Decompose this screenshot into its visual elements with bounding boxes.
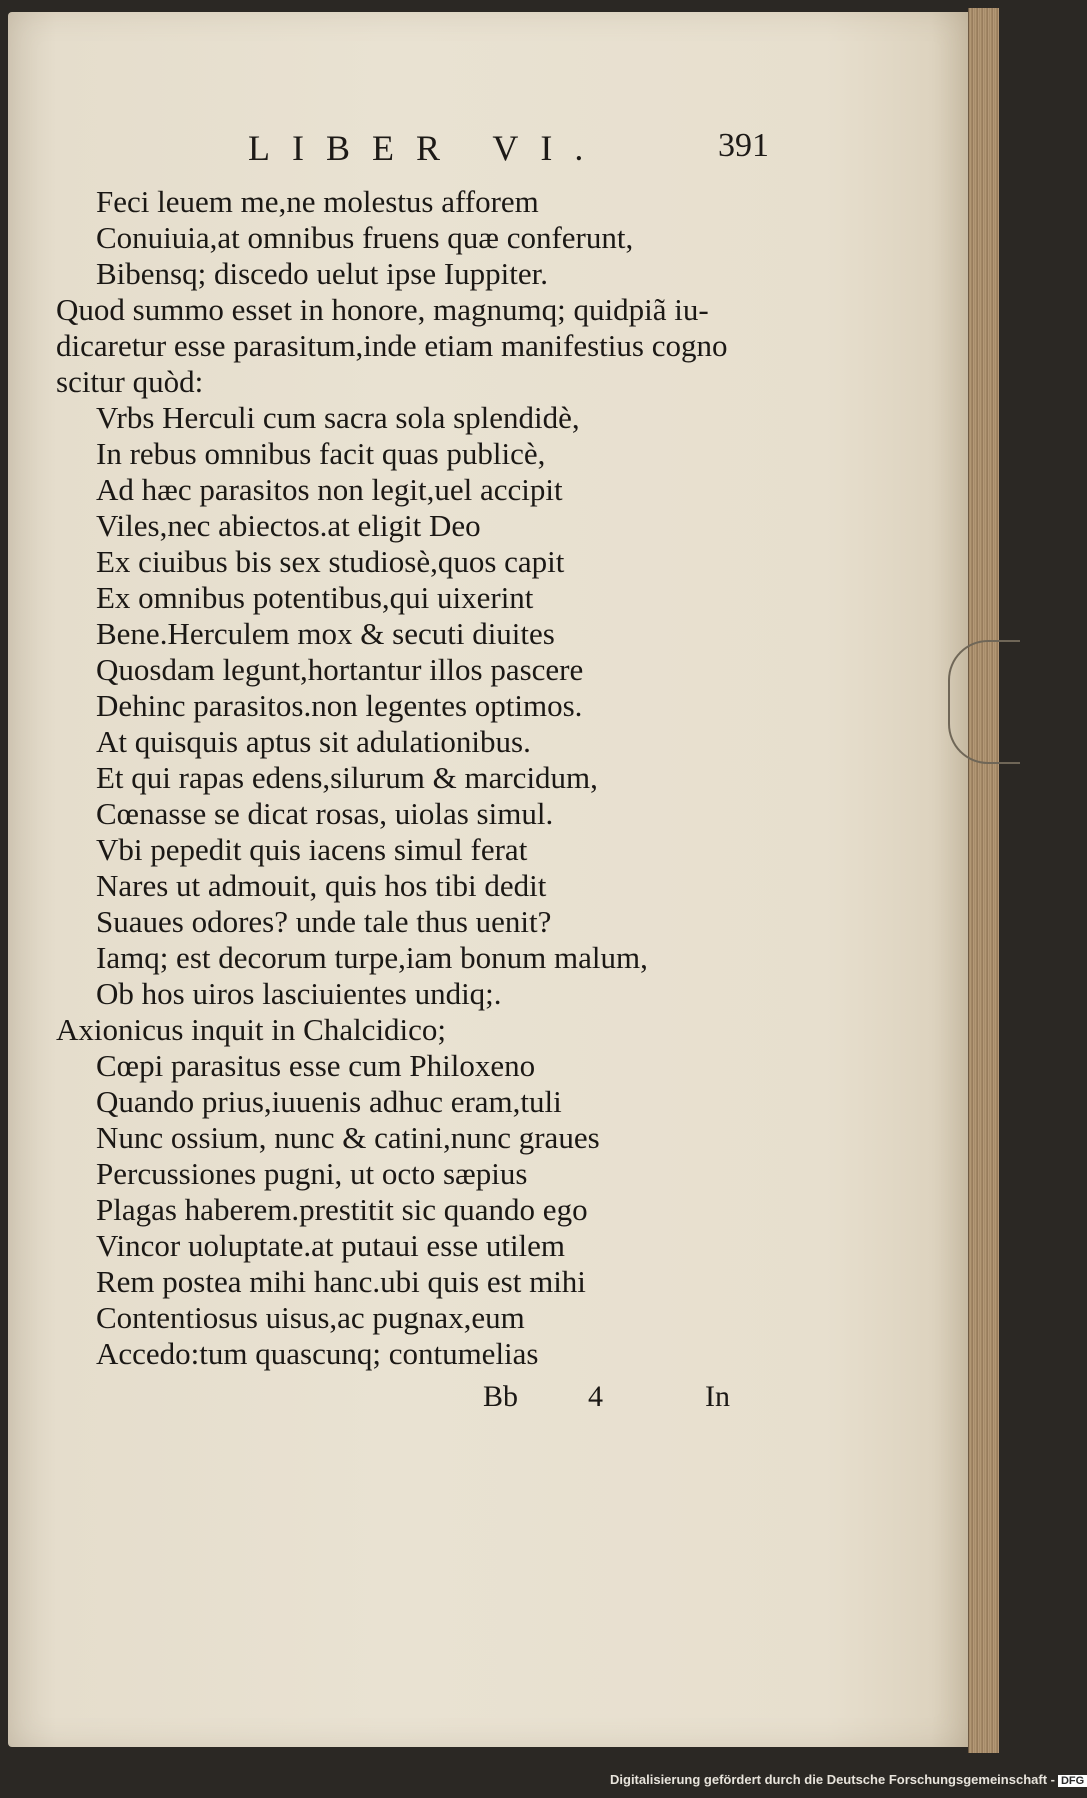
text-line: dicaretur esse parasitum,inde etiam manifestius cogno bbox=[56, 328, 728, 363]
text-line: Percussiones pugni, ut octo sæpius bbox=[96, 1156, 528, 1191]
text-line: Bene.Herculem mox & secuti diuites bbox=[96, 616, 555, 651]
signature-mark: Bb bbox=[483, 1380, 519, 1413]
catchword: In bbox=[705, 1380, 730, 1413]
text-line: Axionicus inquit in Chalcidico; bbox=[56, 1012, 447, 1047]
page-clip bbox=[948, 640, 1020, 764]
signature-number: 4 bbox=[588, 1380, 603, 1413]
text-line: Ex ciuibus bis sex studiosè,quos capit bbox=[96, 544, 565, 579]
text-line: Vincor uoluptate.at putaui esse utilem bbox=[96, 1228, 566, 1263]
text-line: Iamq; est decorum turpe,iam bonum malum, bbox=[96, 940, 648, 975]
text-line: Bibensq; discedo uelut ipse Iuppiter. bbox=[96, 256, 549, 291]
text-line: Conuiuia,at omnibus fruens quæ conferunt, bbox=[96, 220, 634, 255]
digitization-credit bbox=[610, 1772, 1085, 1794]
text-line: Suaues odores? unde tale thus uenit? bbox=[96, 904, 552, 939]
text-line: Et qui rapas edens,silurum & marcidum, bbox=[96, 760, 598, 795]
text-line: Nares ut admouit, quis hos tibi dedit bbox=[96, 868, 547, 903]
text-line: At quisquis aptus sit adulationibus. bbox=[96, 724, 531, 759]
text-line: scitur quòd: bbox=[56, 364, 204, 399]
text-line: Vbi pepedit quis iacens simul ferat bbox=[96, 832, 528, 867]
dfg-logo: DFG bbox=[1058, 1775, 1087, 1787]
text-line: Ex omnibus potentibus,qui uixerint bbox=[96, 580, 534, 615]
running-title: LIBER VI. bbox=[248, 128, 606, 168]
text-line: Quando prius,iuuenis adhuc eram,tuli bbox=[96, 1084, 562, 1119]
text-line: Contentiosus uisus,ac pugnax,eum bbox=[96, 1300, 525, 1335]
running-header bbox=[248, 127, 768, 177]
credit-text: Digitalisierung gefördert durch die Deutsche Forschungsgemeinschaft - bbox=[610, 1772, 1055, 1787]
text-line: Cœnasse se dicat rosas, uiolas simul. bbox=[96, 796, 554, 831]
text-line: Ad hæc parasitos non legit,uel accipit bbox=[96, 472, 563, 507]
text-line: Ob hos uiros lasciuientes undiq;. bbox=[96, 976, 502, 1011]
text-line: Feci leuem me,ne molestus afforem bbox=[96, 184, 539, 219]
text-line: Rem postea mihi hanc.ubi quis est mihi bbox=[96, 1264, 586, 1299]
page-number: 391 bbox=[718, 127, 769, 164]
text-line: Cœpi parasitus esse cum Philoxeno bbox=[96, 1048, 536, 1083]
text-line: Plagas haberem.prestitit sic quando ego bbox=[96, 1192, 588, 1227]
text-line: In rebus omnibus facit quas publicè, bbox=[96, 436, 546, 471]
book-page bbox=[8, 12, 970, 1747]
text-line: Accedo:tum quascunq; contumelias bbox=[96, 1336, 539, 1371]
text-line: Dehinc parasitos.non legentes optimos. bbox=[96, 688, 583, 723]
text-line: Nunc ossium, nunc & catini,nunc graues bbox=[96, 1120, 600, 1155]
text-line: Quosdam legunt,hortantur illos pascere bbox=[96, 652, 584, 687]
text-line: Viles,nec abiectos.at eligit Deo bbox=[96, 508, 481, 543]
text-line: Vrbs Herculi cum sacra sola splendidè, bbox=[96, 400, 580, 435]
page-edge bbox=[968, 8, 999, 1753]
text-line: Quod summo esset in honore, magnumq; quidpiã iu- bbox=[56, 292, 709, 327]
